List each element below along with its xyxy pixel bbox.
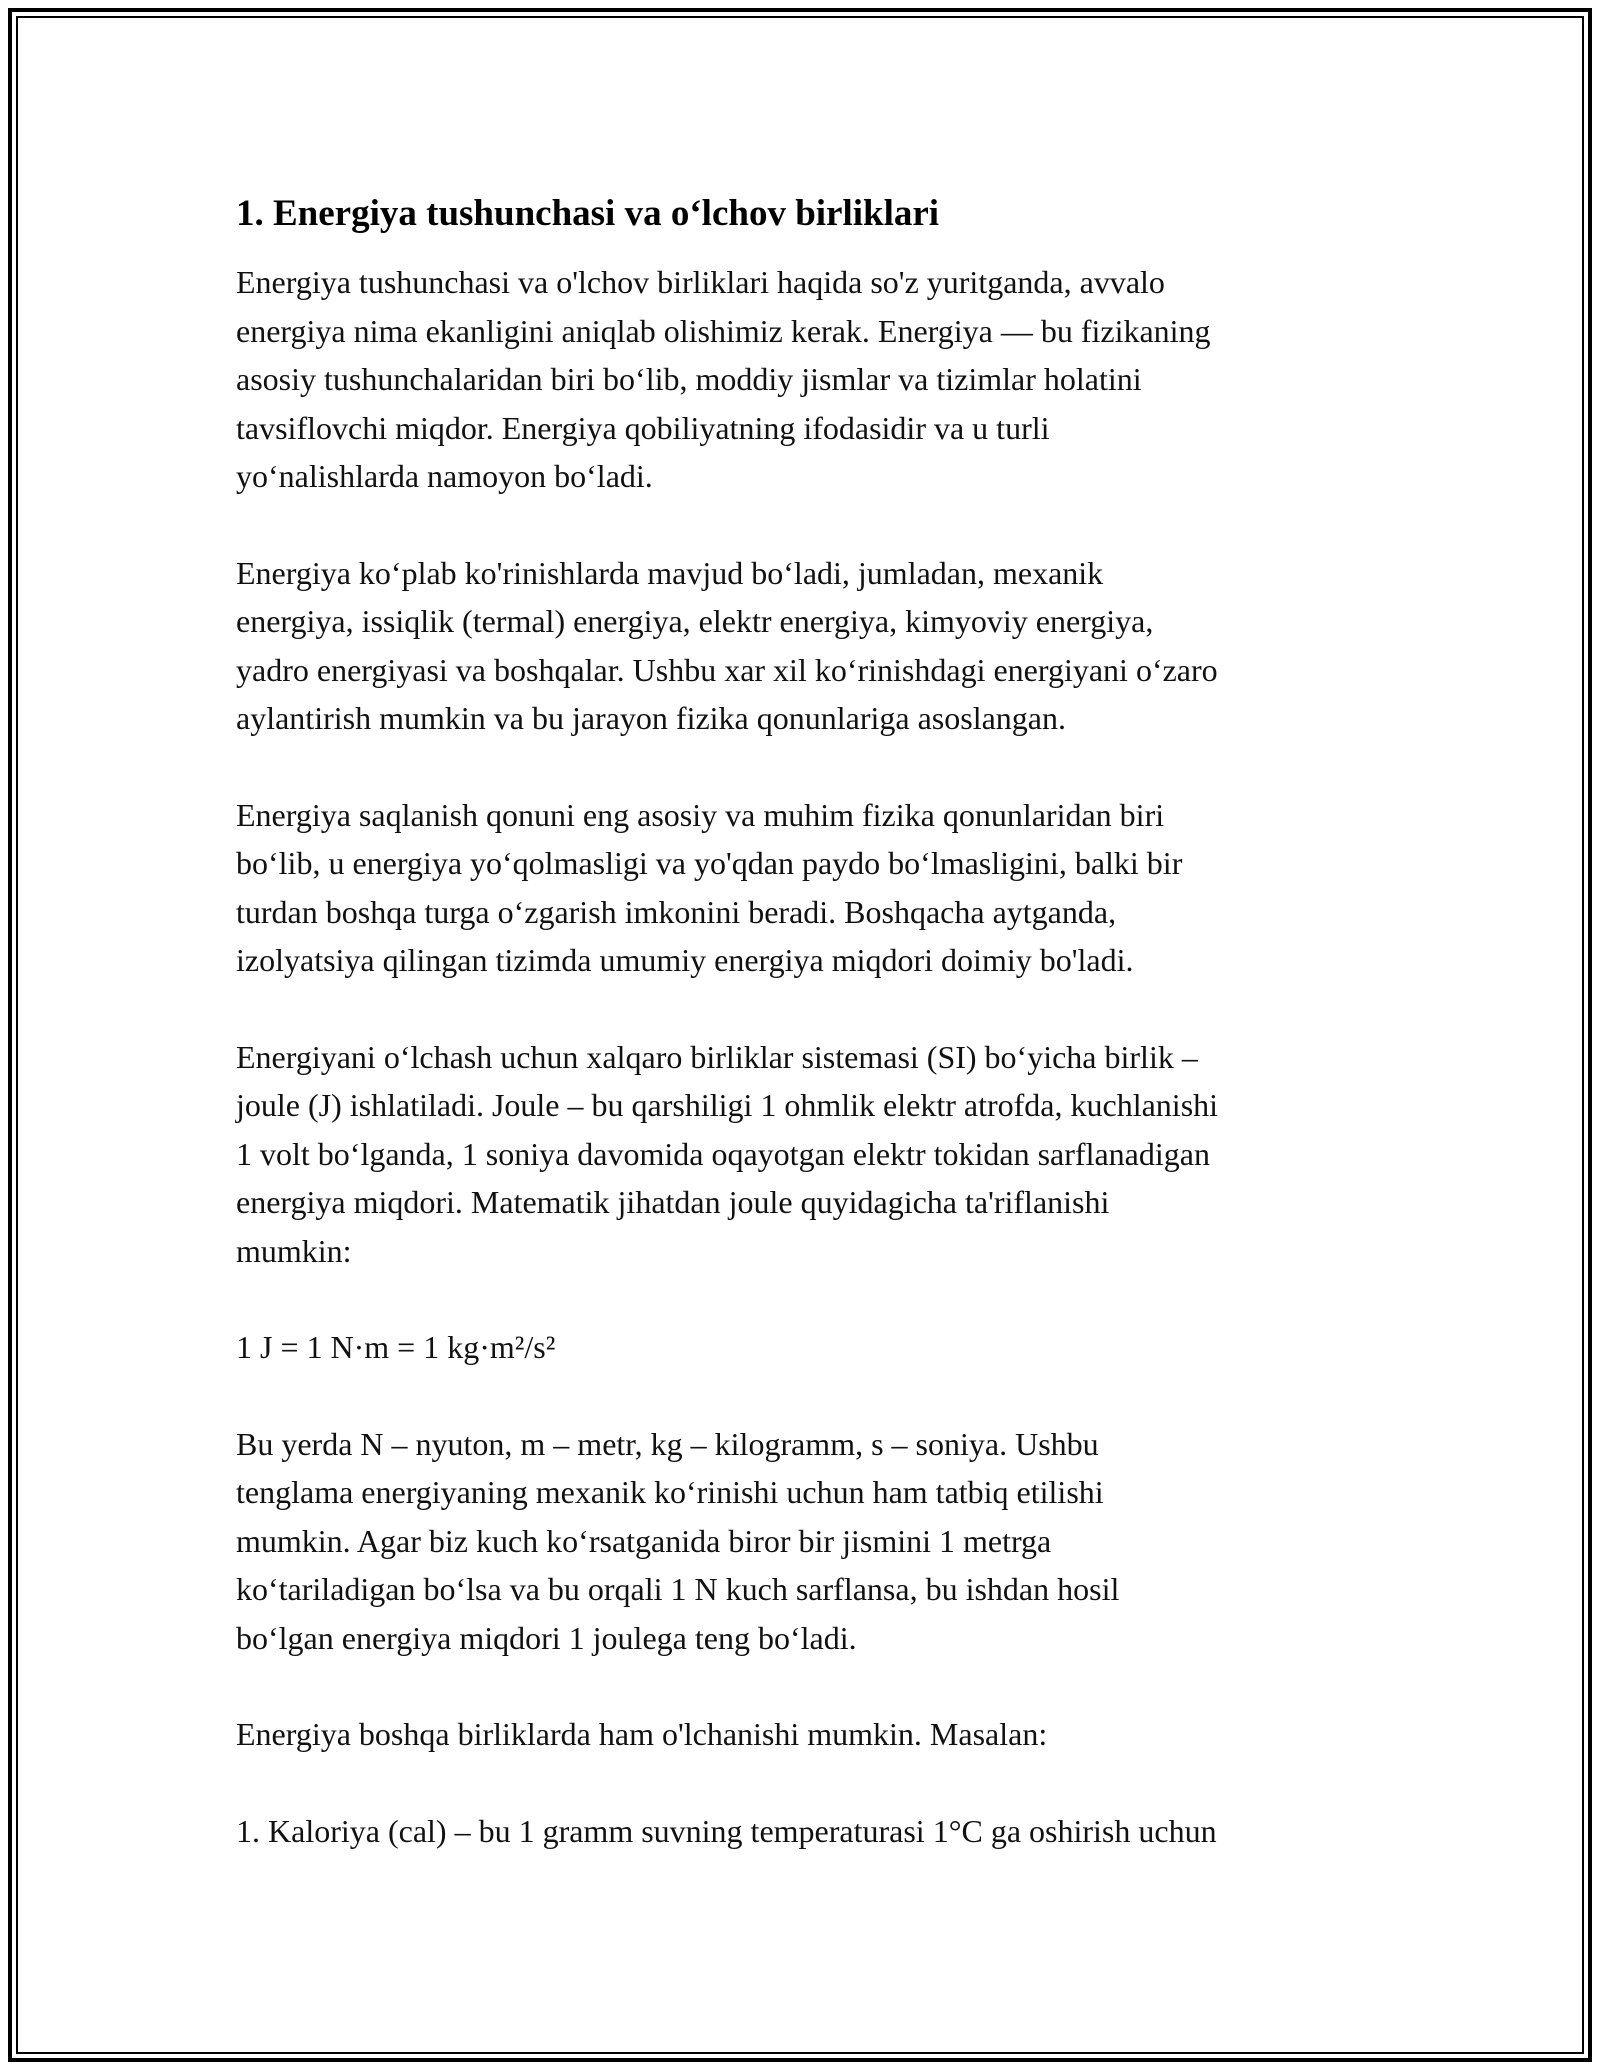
list-item-calorie: 1. Kaloriya (cal) – bu 1 gramm suvning temperaturasi 1°C ga oshirish uchun: [236, 1812, 1217, 1849]
paragraph-other-units: Energiya boshqa birliklarda ham o'lchanishi mumkin. Masalan:: [236, 1716, 1048, 1752]
document-body: [236, 190, 1376, 1903]
paragraph-units-explanation: Bu yerda N – nyuton, m – metr, kg – kilogramm, s – soniya. Ushbu tenglama energiyaning mexanik ko‘rinishi uchun ham tatbiq etilishi mumkin. Agar biz kuch ko‘rsatganida biror bir jismini 1 metrga ko‘tariladigan bo‘lsa va bu orqali 1 N kuch sarflansa, bu ishdan hosil bo‘lgan energiya miqdori 1 joulega teng bo‘ladi.: [236, 1425, 1120, 1656]
paragraph-conservation-law: Energiya saqlanish qonuni eng asosiy va muhim fizika qonunlaridan biri bo‘lib, u energiya yo‘qolmasligi va yo'qdan paydo bo‘lmasligini, balki bir turdan boshqa turga o‘zgarish imkonini beradi. Boshqacha aytganda, izolyatsiya qilingan tizimda umumiy energiya miqdori doimiy bo'ladi.: [236, 796, 1183, 978]
formula-joule: 1 J = 1 N·m = 1 kg·m²/s²: [236, 1329, 556, 1365]
paragraph-si-unit: Energiyani o‘lchash uchun xalqaro birliklar sistemasi (SI) bo‘yicha birlik – joule (J) ishlatiladi. Joule – bu qarshiligi 1 ohmlik elektr atrofda, kuchlanishi 1 volt bo‘lganda, 1 soniya davomida oqayotgan elektr tokidan sarflanadigan energiya miqdori. Matematik jihatdan joule quyidagicha ta'riflanishi mumkin:: [236, 1038, 1219, 1269]
section-heading: 1. Energiya tushunchasi va o‘lchov birliklari: [236, 193, 940, 234]
paragraph-energy-forms: Energiya ko‘plab ko'rinishlarda mavjud bo‘ladi, jumladan, mexanik energiya, issiqlik (termal) energiya, elektr energiya, kimyoviy energiya, yadro energiyasi va boshqalar. Ushbu xar xil ko‘rinishdagi energiyani o‘zaro aylantirish mumkin va bu jarayon fizika qonunlariga asoslangan.: [236, 554, 1218, 736]
paragraph-energy-definition: Energiya tushunchasi va o'lchov birliklari haqida so'z yuritganda, avvalo energiya nima ekanligini aniqlab olishimiz kerak. Energiya — bu fizikaning asosiy tushunchalaridan biri bo‘lib, moddiy jismlar va tizimlar holatini tavsiflovchi miqdor. Energiya qobiliyatning ifodasidir va u turli yo‘nalishlarda namoyon bo‘ladi.: [236, 264, 1211, 494]
